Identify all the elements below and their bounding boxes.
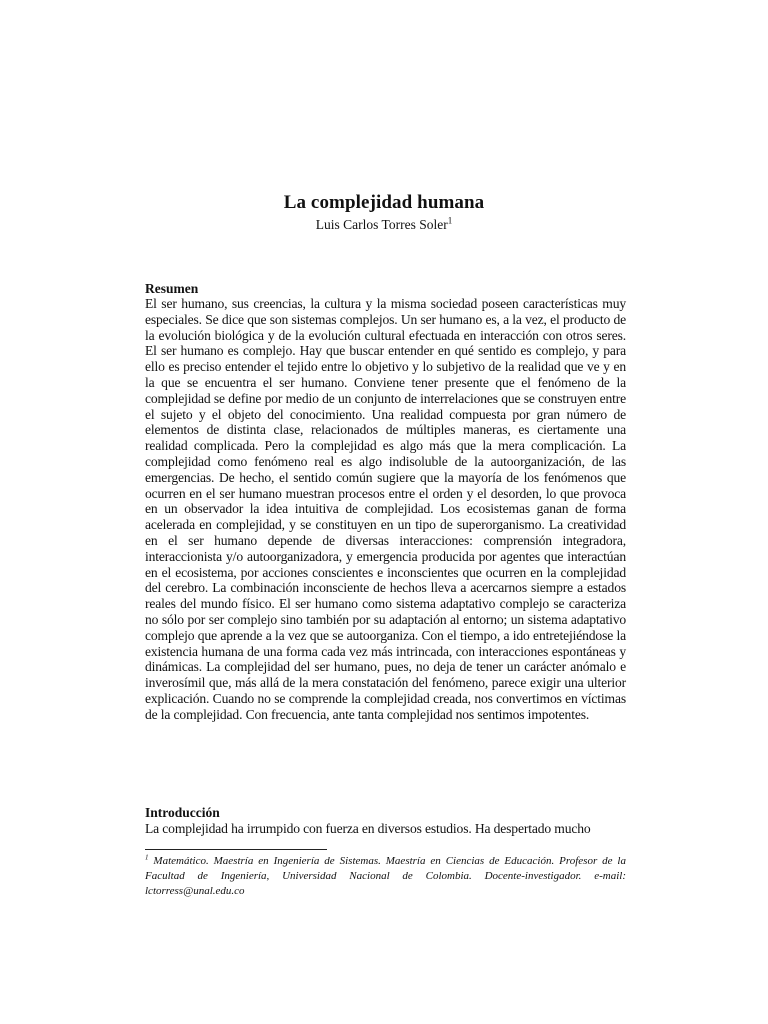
footnote-mark: 1 — [145, 853, 149, 862]
footnote-text: Matemático. Maestría en Ingeniería de Sistemas. Maestría en Ciencias de Educación. Profesor de la Facultad de Ingeniería, Universidad Nacional de Colombia. Docente-investigador. e-mail: lctorress@unal.edu.co — [145, 855, 626, 897]
author-footnote-mark: 1 — [447, 215, 453, 226]
document-title: La complejidad humana — [283, 192, 485, 213]
footnote-separator — [145, 849, 327, 850]
author-name: Luis Carlos Torres Soler — [315, 217, 448, 232]
author-line — [0, 217, 768, 233]
introduction-paragraph: La complejidad ha irrumpido con fuerza en diversos estudios. Ha despertado mucho — [145, 821, 591, 836]
abstract-paragraph: El ser humano, sus creencias, la cultura y la misma sociedad poseen características muy especiales. Se dice que son sistemas complejos. Un ser humano es, a la vez, el producto de la evolución biológica y de la evolución cultural efectuada en interacción con otros seres. El ser humano es complejo. Hay que buscar entender en qué sentido es complejo, y para ello es preciso entender el tejido entre lo objetivo y lo subjetivo de la realidad que ve y en la que se encuentra el ser humano. Conviene tener presente que el fenómeno de la complejidad se define por medio de un conjunto de interrelaciones que se construyen entre el sujeto y el objeto del conocimiento. Una realidad compuesta por gran número de elementos de distinta clase, relacionados de múltiples maneras, es ciertamente una realidad complicada. Pero la complejidad es algo más que la mera complicación. La complejidad como fenómeno real es algo indisoluble de la autoorganización, de las emergencias. De hecho, el sentido común sugiere que la mayoría de los fenómenos que ocurren en el ser humano muestran procesos entre el orden y el desorden, lo que provoca en un observador la idea intuitiva de complejidad. Los ecosistemas ganan de forma acelerada en complejidad, y se constituyen en un tipo de superorganismo. La creatividad en el ser humano depende de diversas interacciones: comprensión integradora, interaccionista y/o autoorganizadora, y emergencia producida por agentes que interactúan en el ecosistema, por acciones conscientes e inconscientes que ocurren en la complejidad del cerebro. La combinación inconsciente de hechos lleva a acercarnos siempre a estados reales del mundo físico. El ser humano como sistema adaptativo complejo se caracteriza no sólo por ser complejo sino también por su adaptación al entorno; un sistema adaptativo complejo que aprende a la vez que se autoorganiza. Con el tiempo, a ido entretejiéndose la existencia humana de una forma cada vez más intrincada, con interacciones espontáneas y dinámicas. La complejidad del ser humano, pues, no deja de tener un carácter anómalo e inverosímil que, más allá de la mera constatación del fenómeno, parece exigir una ulterior explicación. Cuando no se comprende la complejidad creada, nos convertimos en víctimas de la complejidad. Con frecuencia, ante tanta complejidad nos sentimos impotentes. — [145, 296, 626, 722]
abstract-heading: Resumen — [145, 281, 199, 296]
introduction-heading: Introducción — [145, 805, 220, 820]
footnote — [145, 854, 626, 899]
